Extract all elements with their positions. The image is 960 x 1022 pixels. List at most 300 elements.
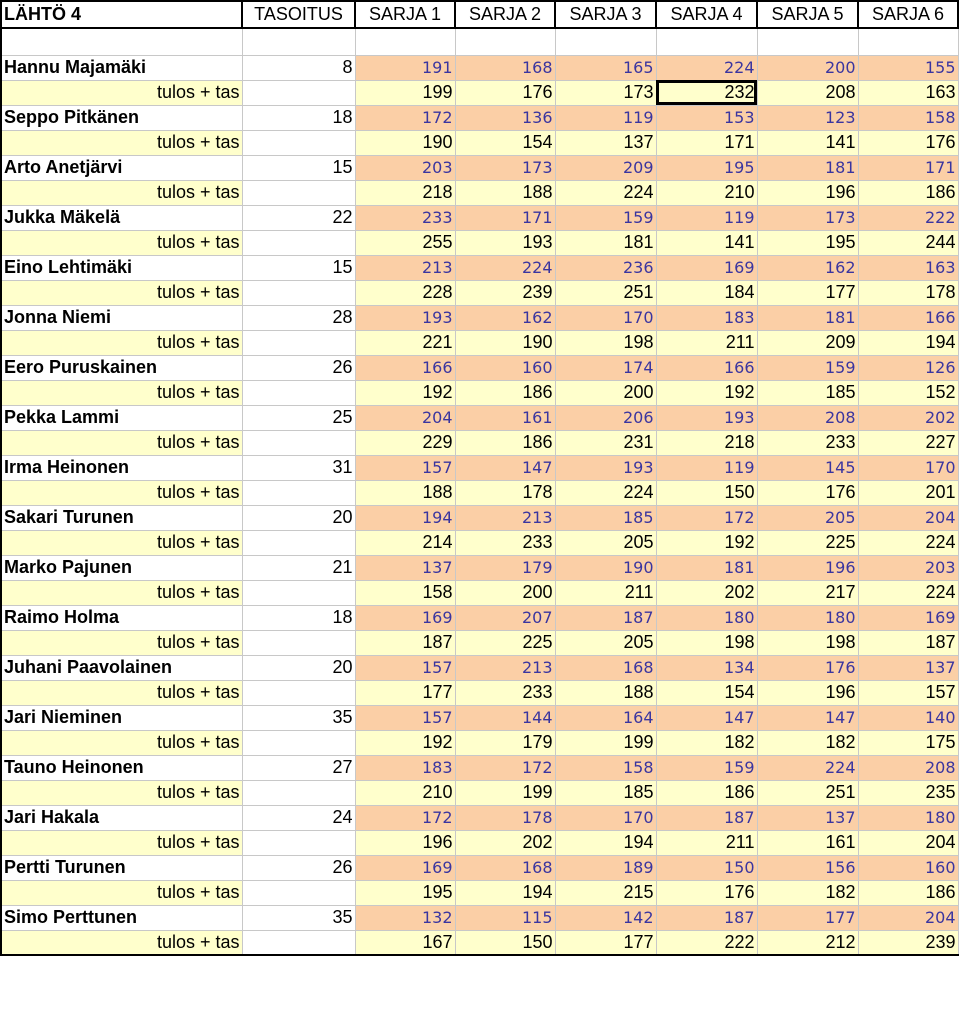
series-score-cell[interactable]: 159 [555, 205, 656, 230]
series-score-cell[interactable]: 145 [757, 455, 858, 480]
series-score-cell[interactable]: 169 [355, 855, 455, 880]
total-score-cell[interactable]: 186 [656, 780, 757, 805]
series-score-cell[interactable]: 171 [455, 205, 555, 230]
total-score-cell[interactable]: 239 [858, 930, 958, 955]
series-score-cell[interactable]: 172 [355, 805, 455, 830]
player-name[interactable]: Seppo Pitkänen [1, 105, 242, 130]
series-score-cell[interactable]: 160 [455, 355, 555, 380]
series-score-cell[interactable]: 150 [656, 855, 757, 880]
total-label[interactable]: tulos + tas [1, 730, 242, 755]
total-score-cell[interactable]: 150 [455, 930, 555, 955]
series-score-cell[interactable]: 187 [555, 605, 656, 630]
player-name[interactable]: Juhani Paavolainen [1, 655, 242, 680]
series-score-cell[interactable]: 126 [858, 355, 958, 380]
total-label[interactable]: tulos + tas [1, 580, 242, 605]
total-score-cell[interactable]: 196 [757, 180, 858, 205]
series-score-cell[interactable]: 165 [555, 55, 656, 80]
total-score-cell[interactable]: 178 [455, 480, 555, 505]
series-score-cell[interactable]: 208 [757, 405, 858, 430]
player-handicap[interactable]: 28 [242, 305, 355, 330]
total-score-cell[interactable]: 224 [858, 580, 958, 605]
empty-cell[interactable] [455, 28, 555, 55]
series-score-cell[interactable]: 132 [355, 905, 455, 930]
series-score-cell[interactable]: 142 [555, 905, 656, 930]
series-score-cell[interactable]: 169 [858, 605, 958, 630]
empty-cell[interactable] [242, 930, 355, 955]
series-score-cell[interactable]: 173 [455, 155, 555, 180]
total-score-cell[interactable]: 198 [757, 630, 858, 655]
player-handicap[interactable]: 20 [242, 505, 355, 530]
total-score-cell[interactable]: 141 [656, 230, 757, 255]
series-score-cell[interactable]: 162 [757, 255, 858, 280]
total-score-cell[interactable]: 199 [555, 730, 656, 755]
series-score-cell[interactable]: 222 [858, 205, 958, 230]
series-score-cell[interactable]: 224 [757, 755, 858, 780]
series-score-cell[interactable]: 166 [355, 355, 455, 380]
empty-cell[interactable] [242, 130, 355, 155]
total-score-cell[interactable]: 158 [355, 580, 455, 605]
total-score-cell[interactable]: 211 [656, 330, 757, 355]
series-score-cell[interactable]: 166 [858, 305, 958, 330]
series-score-cell[interactable]: 157 [355, 455, 455, 480]
total-score-cell[interactable]: 178 [858, 280, 958, 305]
total-score-cell[interactable]: 211 [555, 580, 656, 605]
total-label[interactable]: tulos + tas [1, 630, 242, 655]
player-handicap[interactable]: 26 [242, 855, 355, 880]
total-score-cell[interactable]: 141 [757, 130, 858, 155]
empty-cell[interactable] [242, 480, 355, 505]
player-name[interactable]: Arto Anetjärvi [1, 155, 242, 180]
total-score-cell[interactable]: 167 [355, 930, 455, 955]
series-score-cell[interactable]: 158 [858, 105, 958, 130]
player-handicap[interactable]: 8 [242, 55, 355, 80]
series-score-cell[interactable]: 177 [757, 905, 858, 930]
total-score-cell[interactable]: 208 [757, 80, 858, 105]
series-score-cell[interactable]: 137 [757, 805, 858, 830]
series-score-cell[interactable]: 206 [555, 405, 656, 430]
total-score-cell[interactable]: 199 [355, 80, 455, 105]
empty-cell[interactable] [242, 330, 355, 355]
series-score-cell[interactable]: 179 [455, 555, 555, 580]
series-score-cell[interactable]: 205 [757, 505, 858, 530]
series-score-cell[interactable]: 224 [455, 255, 555, 280]
header-series-3[interactable]: SARJA 3 [555, 1, 656, 28]
total-score-cell[interactable]: 218 [656, 430, 757, 455]
total-score-cell[interactable]: 211 [656, 830, 757, 855]
player-handicap[interactable]: 20 [242, 655, 355, 680]
total-score-cell[interactable]: 224 [555, 180, 656, 205]
series-score-cell[interactable]: 173 [757, 205, 858, 230]
empty-cell[interactable] [858, 28, 958, 55]
player-handicap[interactable]: 18 [242, 105, 355, 130]
total-score-cell[interactable]: 201 [858, 480, 958, 505]
total-score-cell[interactable]: 239 [455, 280, 555, 305]
player-handicap[interactable]: 15 [242, 155, 355, 180]
total-score-cell[interactable]: 188 [355, 480, 455, 505]
total-score-cell[interactable]: 222 [656, 930, 757, 955]
header-handicap[interactable]: TASOITUS [242, 1, 355, 28]
series-score-cell[interactable]: 169 [355, 605, 455, 630]
series-score-cell[interactable]: 193 [656, 405, 757, 430]
series-score-cell[interactable]: 213 [455, 655, 555, 680]
series-score-cell[interactable]: 178 [455, 805, 555, 830]
total-score-cell[interactable]: 154 [455, 130, 555, 155]
selected-total-cell[interactable]: 232 [656, 80, 757, 105]
total-score-cell[interactable]: 186 [858, 180, 958, 205]
header-series-1[interactable]: SARJA 1 [355, 1, 455, 28]
empty-cell[interactable] [242, 430, 355, 455]
total-score-cell[interactable]: 190 [455, 330, 555, 355]
total-label[interactable]: tulos + tas [1, 230, 242, 255]
series-score-cell[interactable]: 204 [355, 405, 455, 430]
series-score-cell[interactable]: 172 [455, 755, 555, 780]
total-score-cell[interactable]: 185 [757, 380, 858, 405]
player-name[interactable]: Jonna Niemi [1, 305, 242, 330]
total-score-cell[interactable]: 195 [355, 880, 455, 905]
total-score-cell[interactable]: 175 [858, 730, 958, 755]
empty-cell[interactable] [242, 580, 355, 605]
total-score-cell[interactable]: 221 [355, 330, 455, 355]
total-score-cell[interactable]: 255 [355, 230, 455, 255]
series-score-cell[interactable]: 166 [656, 355, 757, 380]
total-score-cell[interactable]: 182 [757, 880, 858, 905]
empty-cell[interactable] [757, 28, 858, 55]
player-name[interactable]: Marko Pajunen [1, 555, 242, 580]
total-label[interactable]: tulos + tas [1, 880, 242, 905]
total-label[interactable]: tulos + tas [1, 430, 242, 455]
total-score-cell[interactable]: 171 [656, 130, 757, 155]
series-score-cell[interactable]: 136 [455, 105, 555, 130]
player-handicap[interactable]: 25 [242, 405, 355, 430]
series-score-cell[interactable]: 159 [757, 355, 858, 380]
total-score-cell[interactable]: 200 [555, 380, 656, 405]
empty-cell[interactable] [242, 630, 355, 655]
series-score-cell[interactable]: 157 [355, 655, 455, 680]
total-label[interactable]: tulos + tas [1, 80, 242, 105]
series-score-cell[interactable]: 147 [656, 705, 757, 730]
series-score-cell[interactable]: 180 [858, 805, 958, 830]
total-score-cell[interactable]: 196 [757, 680, 858, 705]
total-score-cell[interactable]: 152 [858, 380, 958, 405]
series-score-cell[interactable]: 115 [455, 905, 555, 930]
series-score-cell[interactable]: 185 [555, 505, 656, 530]
total-score-cell[interactable]: 173 [555, 80, 656, 105]
total-label[interactable]: tulos + tas [1, 130, 242, 155]
series-score-cell[interactable]: 183 [656, 305, 757, 330]
series-score-cell[interactable]: 157 [355, 705, 455, 730]
series-score-cell[interactable]: 161 [455, 405, 555, 430]
series-score-cell[interactable]: 156 [757, 855, 858, 880]
series-score-cell[interactable]: 208 [858, 755, 958, 780]
total-score-cell[interactable]: 194 [455, 880, 555, 905]
series-score-cell[interactable]: 158 [555, 755, 656, 780]
header-series-2[interactable]: SARJA 2 [455, 1, 555, 28]
series-score-cell[interactable]: 233 [355, 205, 455, 230]
series-score-cell[interactable]: 181 [757, 305, 858, 330]
total-score-cell[interactable]: 157 [858, 680, 958, 705]
series-score-cell[interactable]: 236 [555, 255, 656, 280]
series-score-cell[interactable]: 137 [858, 655, 958, 680]
player-handicap[interactable]: 15 [242, 255, 355, 280]
series-score-cell[interactable]: 224 [656, 55, 757, 80]
total-score-cell[interactable]: 210 [355, 780, 455, 805]
series-score-cell[interactable]: 189 [555, 855, 656, 880]
series-score-cell[interactable]: 172 [355, 105, 455, 130]
total-label[interactable]: tulos + tas [1, 530, 242, 555]
series-score-cell[interactable]: 183 [355, 755, 455, 780]
total-score-cell[interactable]: 202 [656, 580, 757, 605]
player-name[interactable]: Pekka Lammi [1, 405, 242, 430]
total-score-cell[interactable]: 244 [858, 230, 958, 255]
total-score-cell[interactable]: 214 [355, 530, 455, 555]
empty-cell[interactable] [242, 180, 355, 205]
total-score-cell[interactable]: 198 [555, 330, 656, 355]
series-score-cell[interactable]: 190 [555, 555, 656, 580]
series-score-cell[interactable]: 200 [757, 55, 858, 80]
total-score-cell[interactable]: 204 [858, 830, 958, 855]
total-score-cell[interactable]: 188 [555, 680, 656, 705]
series-score-cell[interactable]: 191 [355, 55, 455, 80]
total-score-cell[interactable]: 186 [455, 380, 555, 405]
series-score-cell[interactable]: 164 [555, 705, 656, 730]
player-name[interactable]: Pertti Turunen [1, 855, 242, 880]
player-name[interactable]: Simo Perttunen [1, 905, 242, 930]
total-label[interactable]: tulos + tas [1, 830, 242, 855]
total-score-cell[interactable]: 150 [656, 480, 757, 505]
series-score-cell[interactable]: 137 [355, 555, 455, 580]
series-score-cell[interactable]: 202 [858, 405, 958, 430]
total-score-cell[interactable]: 187 [355, 630, 455, 655]
series-score-cell[interactable]: 187 [656, 905, 757, 930]
total-score-cell[interactable]: 184 [656, 280, 757, 305]
total-score-cell[interactable]: 233 [455, 530, 555, 555]
series-score-cell[interactable]: 194 [355, 505, 455, 530]
header-series-4[interactable]: SARJA 4 [656, 1, 757, 28]
series-score-cell[interactable]: 119 [656, 205, 757, 230]
empty-cell[interactable] [242, 530, 355, 555]
total-score-cell[interactable]: 190 [355, 130, 455, 155]
series-score-cell[interactable]: 147 [455, 455, 555, 480]
total-score-cell[interactable]: 229 [355, 430, 455, 455]
series-score-cell[interactable]: 123 [757, 105, 858, 130]
total-score-cell[interactable]: 176 [455, 80, 555, 105]
total-score-cell[interactable]: 177 [555, 930, 656, 955]
total-score-cell[interactable]: 215 [555, 880, 656, 905]
series-score-cell[interactable]: 193 [555, 455, 656, 480]
total-score-cell[interactable]: 194 [858, 330, 958, 355]
total-score-cell[interactable]: 187 [858, 630, 958, 655]
total-label[interactable]: tulos + tas [1, 380, 242, 405]
total-score-cell[interactable]: 231 [555, 430, 656, 455]
series-score-cell[interactable]: 204 [858, 505, 958, 530]
total-score-cell[interactable]: 163 [858, 80, 958, 105]
total-score-cell[interactable]: 182 [656, 730, 757, 755]
player-name[interactable]: Irma Heinonen [1, 455, 242, 480]
player-handicap[interactable]: 22 [242, 205, 355, 230]
empty-cell[interactable] [242, 680, 355, 705]
total-score-cell[interactable]: 198 [656, 630, 757, 655]
total-score-cell[interactable]: 177 [757, 280, 858, 305]
player-name[interactable]: Eino Lehtimäki [1, 255, 242, 280]
total-score-cell[interactable]: 233 [455, 680, 555, 705]
series-score-cell[interactable]: 168 [455, 55, 555, 80]
series-score-cell[interactable]: 213 [355, 255, 455, 280]
total-score-cell[interactable]: 192 [355, 730, 455, 755]
player-name[interactable]: Tauno Heinonen [1, 755, 242, 780]
empty-cell[interactable] [656, 28, 757, 55]
series-score-cell[interactable]: 168 [455, 855, 555, 880]
total-score-cell[interactable]: 188 [455, 180, 555, 205]
series-score-cell[interactable]: 134 [656, 655, 757, 680]
series-score-cell[interactable]: 171 [858, 155, 958, 180]
series-score-cell[interactable]: 193 [355, 305, 455, 330]
series-score-cell[interactable]: 162 [455, 305, 555, 330]
total-score-cell[interactable]: 192 [656, 380, 757, 405]
total-label[interactable]: tulos + tas [1, 180, 242, 205]
empty-cell[interactable] [242, 380, 355, 405]
total-score-cell[interactable]: 182 [757, 730, 858, 755]
player-name[interactable]: Jari Nieminen [1, 705, 242, 730]
total-score-cell[interactable]: 199 [455, 780, 555, 805]
total-label[interactable]: tulos + tas [1, 280, 242, 305]
total-score-cell[interactable]: 218 [355, 180, 455, 205]
empty-cell[interactable] [242, 80, 355, 105]
series-score-cell[interactable]: 196 [757, 555, 858, 580]
player-handicap[interactable]: 26 [242, 355, 355, 380]
series-score-cell[interactable]: 187 [656, 805, 757, 830]
total-score-cell[interactable]: 209 [757, 330, 858, 355]
total-score-cell[interactable]: 251 [757, 780, 858, 805]
total-label[interactable]: tulos + tas [1, 680, 242, 705]
empty-cell[interactable] [242, 830, 355, 855]
total-score-cell[interactable]: 176 [656, 880, 757, 905]
header-start-group[interactable]: LÄHTÖ 4 [1, 1, 242, 28]
player-name[interactable]: Jukka Mäkelä [1, 205, 242, 230]
empty-cell[interactable] [355, 28, 455, 55]
total-score-cell[interactable]: 192 [656, 530, 757, 555]
series-score-cell[interactable]: 181 [656, 555, 757, 580]
total-score-cell[interactable]: 192 [355, 380, 455, 405]
total-score-cell[interactable]: 210 [656, 180, 757, 205]
total-score-cell[interactable]: 202 [455, 830, 555, 855]
series-score-cell[interactable]: 119 [555, 105, 656, 130]
total-score-cell[interactable]: 251 [555, 280, 656, 305]
series-score-cell[interactable]: 203 [858, 555, 958, 580]
total-score-cell[interactable]: 137 [555, 130, 656, 155]
total-label[interactable]: tulos + tas [1, 330, 242, 355]
series-score-cell[interactable]: 170 [555, 805, 656, 830]
empty-cell[interactable] [242, 28, 355, 55]
series-score-cell[interactable]: 170 [858, 455, 958, 480]
empty-cell[interactable] [242, 280, 355, 305]
series-score-cell[interactable]: 153 [656, 105, 757, 130]
header-series-6[interactable]: SARJA 6 [858, 1, 958, 28]
series-score-cell[interactable]: 181 [757, 155, 858, 180]
empty-cell[interactable] [242, 230, 355, 255]
series-score-cell[interactable]: 160 [858, 855, 958, 880]
total-score-cell[interactable]: 195 [757, 230, 858, 255]
empty-cell[interactable] [242, 880, 355, 905]
series-score-cell[interactable]: 213 [455, 505, 555, 530]
header-series-5[interactable]: SARJA 5 [757, 1, 858, 28]
total-score-cell[interactable]: 185 [555, 780, 656, 805]
series-score-cell[interactable]: 119 [656, 455, 757, 480]
player-handicap[interactable]: 31 [242, 455, 355, 480]
total-score-cell[interactable]: 177 [355, 680, 455, 705]
series-score-cell[interactable]: 147 [757, 705, 858, 730]
total-score-cell[interactable]: 225 [455, 630, 555, 655]
player-name[interactable]: Eero Puruskainen [1, 355, 242, 380]
total-score-cell[interactable]: 217 [757, 580, 858, 605]
series-score-cell[interactable]: 180 [757, 605, 858, 630]
total-score-cell[interactable]: 194 [555, 830, 656, 855]
empty-cell[interactable] [555, 28, 656, 55]
player-name[interactable]: Sakari Turunen [1, 505, 242, 530]
total-label[interactable]: tulos + tas [1, 930, 242, 955]
series-score-cell[interactable]: 170 [555, 305, 656, 330]
player-handicap[interactable]: 35 [242, 705, 355, 730]
series-score-cell[interactable]: 168 [555, 655, 656, 680]
series-score-cell[interactable]: 169 [656, 255, 757, 280]
player-handicap[interactable]: 21 [242, 555, 355, 580]
player-handicap[interactable]: 35 [242, 905, 355, 930]
total-score-cell[interactable]: 196 [355, 830, 455, 855]
total-score-cell[interactable]: 225 [757, 530, 858, 555]
empty-cell[interactable] [242, 780, 355, 805]
total-score-cell[interactable]: 154 [656, 680, 757, 705]
total-score-cell[interactable]: 205 [555, 530, 656, 555]
total-score-cell[interactable]: 235 [858, 780, 958, 805]
total-score-cell[interactable]: 181 [555, 230, 656, 255]
series-score-cell[interactable]: 155 [858, 55, 958, 80]
series-score-cell[interactable]: 203 [355, 155, 455, 180]
series-score-cell[interactable]: 144 [455, 705, 555, 730]
total-score-cell[interactable]: 212 [757, 930, 858, 955]
total-score-cell[interactable]: 205 [555, 630, 656, 655]
total-score-cell[interactable]: 227 [858, 430, 958, 455]
total-score-cell[interactable]: 193 [455, 230, 555, 255]
total-score-cell[interactable]: 224 [555, 480, 656, 505]
total-score-cell[interactable]: 179 [455, 730, 555, 755]
player-name[interactable]: Hannu Majamäki [1, 55, 242, 80]
player-handicap[interactable]: 27 [242, 755, 355, 780]
total-score-cell[interactable]: 176 [757, 480, 858, 505]
series-score-cell[interactable]: 207 [455, 605, 555, 630]
player-handicap[interactable]: 18 [242, 605, 355, 630]
series-score-cell[interactable]: 180 [656, 605, 757, 630]
series-score-cell[interactable]: 163 [858, 255, 958, 280]
player-name[interactable]: Raimo Holma [1, 605, 242, 630]
total-score-cell[interactable]: 186 [858, 880, 958, 905]
total-score-cell[interactable]: 200 [455, 580, 555, 605]
total-score-cell[interactable]: 224 [858, 530, 958, 555]
series-score-cell[interactable]: 174 [555, 355, 656, 380]
series-score-cell[interactable]: 209 [555, 155, 656, 180]
total-score-cell[interactable]: 161 [757, 830, 858, 855]
series-score-cell[interactable]: 172 [656, 505, 757, 530]
total-score-cell[interactable]: 186 [455, 430, 555, 455]
series-score-cell[interactable]: 204 [858, 905, 958, 930]
series-score-cell[interactable]: 195 [656, 155, 757, 180]
total-label[interactable]: tulos + tas [1, 780, 242, 805]
total-score-cell[interactable]: 176 [858, 130, 958, 155]
series-score-cell[interactable]: 159 [656, 755, 757, 780]
empty-cell[interactable] [1, 28, 242, 55]
total-label[interactable]: tulos + tas [1, 480, 242, 505]
series-score-cell[interactable]: 140 [858, 705, 958, 730]
empty-cell[interactable] [242, 730, 355, 755]
series-score-cell[interactable]: 176 [757, 655, 858, 680]
